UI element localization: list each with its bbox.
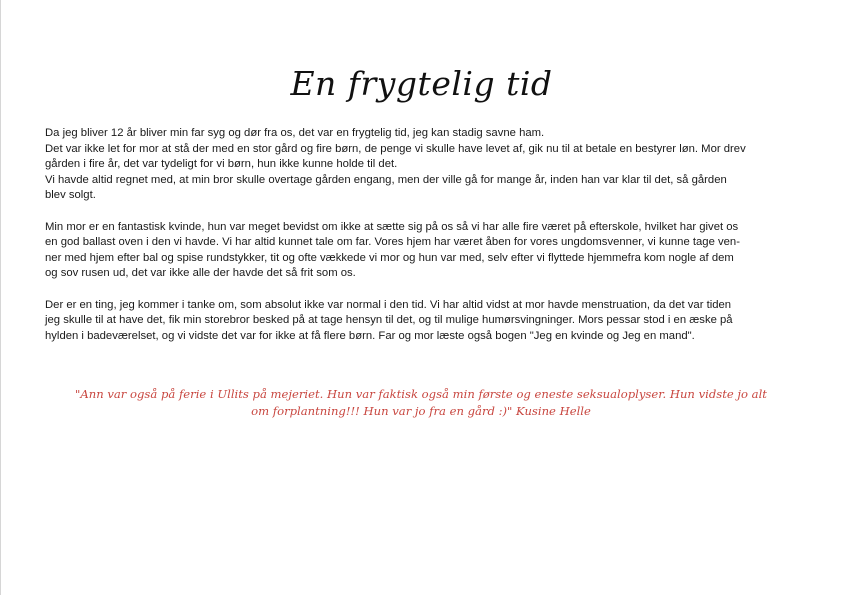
text-line: en god ballast oven i den vi havde. Vi har altid kunnet tale om far. Vores hjem har været åben for vores ungdomsvenner, vi kunne tage ven- xyxy=(45,236,740,249)
page-title: En frygtelig tid xyxy=(290,64,553,103)
text-line: Det var ikke let for mor at stå der med en stor gård og fire børn, de penge vi skulle have levet af, gik nu til at betale en bestyrer løn. Mor drev xyxy=(45,142,746,155)
text-line: blev solgt. xyxy=(45,189,96,202)
text-line: hylden i badeværelset, og vi vidste det var for ikke at få flere børn. Far og mor læste også bogen "Jeg en kvinde og Jeg en mand". xyxy=(45,329,695,342)
text-line: jeg skulle til at have det, fik min storebror besked på at tage hensyn til det, og til mulige humørsvingninger. Mors pessar stod i en æske på xyxy=(45,314,733,327)
text-line: Da jeg bliver 12 år bliver min far syg og dør fra os, det var en frygtelig tid, jeg kan stadig savne ham. xyxy=(45,127,545,139)
text-line: Der er en ting, jeg kommer i tanke om, som absolut ikke var normal i den tid. Vi har altid vidst at mor havde menstruation, da det var tiden xyxy=(45,298,732,311)
text-line: Vi havde altid regnet med, at min bror skulle overtage gården engang, men der ville gå for mange år, inden han var klar til det, så gården xyxy=(45,173,727,186)
text-line: og sov rusen ud, det var ikke alle der havde det så frit som os. xyxy=(45,267,356,280)
quote-line: om forplantning!!! Hun var jo fra en gård :)" Kusine Helle xyxy=(251,404,591,418)
paragraph-1 xyxy=(45,126,801,204)
pull-quote xyxy=(61,386,781,420)
paragraph-2 xyxy=(45,220,801,282)
text-line: ner med hjem efter bal og spise rundstykker, tit og ofte vækkede vi mor og hun var med, selv efter vi flyttede hjemmefra kom nogle af dem xyxy=(45,251,734,264)
paragraph-3 xyxy=(45,298,801,345)
text-line: Min mor er en fantastisk kvinde, hun var meget bevidst om ikke at sætte sig på os så vi har alle fire været på efterskole, hvilket har givet os xyxy=(45,220,739,233)
text-line: gården i fire år, det var tydeligt for vi børn, hun ikke kunne holde til det. xyxy=(45,158,398,171)
quote-line: "Ann var også på ferie i Ullits på mejeriet. Hun var faktisk også min første og eneste seksualoplyser. Hun vidste jo alt xyxy=(75,387,767,401)
body-text xyxy=(45,126,801,360)
